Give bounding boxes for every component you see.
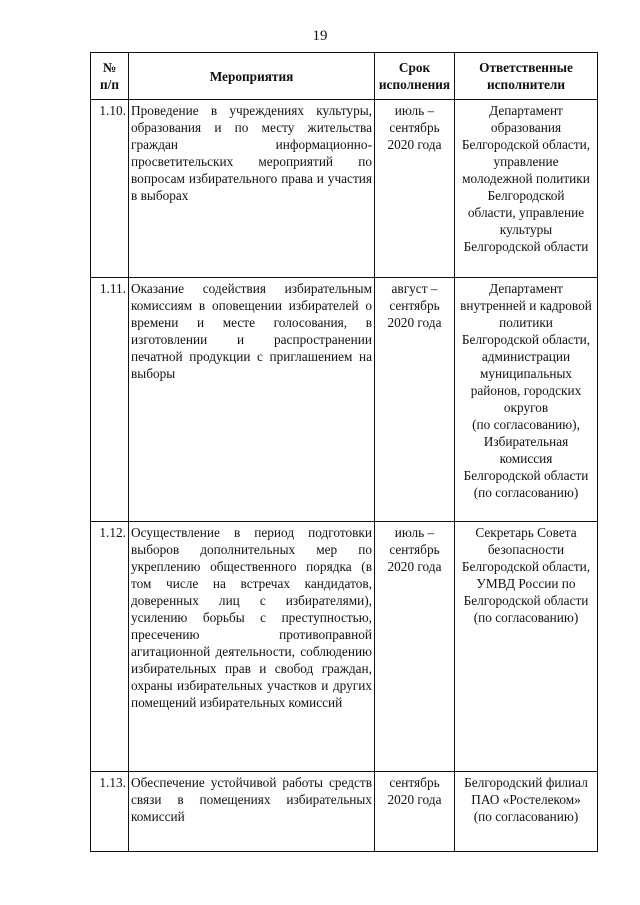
table-body bbox=[91, 100, 598, 852]
activities-table bbox=[90, 52, 598, 852]
table-row bbox=[91, 278, 598, 522]
header-term: Срок исполнения bbox=[375, 53, 455, 100]
row-activity: Обеспечение устойчивой работы средств связи в помещениях избирательных комиссий bbox=[129, 772, 375, 852]
row-number: 1.13. bbox=[91, 772, 129, 852]
row-number: 1.11. bbox=[91, 278, 129, 522]
row-activity: Оказание содействия избирательным комиссиям в оповещении избирателей о времени и месте голосования, в изготовлении и распространении печатной продукции с приглашением на выборы bbox=[129, 278, 375, 522]
row-term: июль – сентябрь 2020 года bbox=[375, 522, 455, 772]
header-activity: Мероприятия bbox=[129, 53, 375, 100]
header-responsible: Ответственные исполнители bbox=[455, 53, 598, 100]
row-responsible: Секретарь Совета безопасности Белгородской области, УМВД России по Белгородской области (по согласованию) bbox=[455, 522, 598, 772]
row-term: июль – сентябрь 2020 года bbox=[375, 100, 455, 278]
page-number: 19 bbox=[312, 28, 328, 44]
table-row bbox=[91, 100, 598, 278]
row-responsible: Департамент образования Белгородской области, управление молодежной политики Белгородской области, управление культуры Белгородской области bbox=[455, 100, 598, 278]
header-number: № п/п bbox=[91, 53, 129, 100]
row-responsible: Департамент внутренней и кадровой политики Белгородской области, администрации муниципальных районов, городских округов (по согласованию), Избирательная комиссия Белгородской области (по согласованию) bbox=[455, 278, 598, 522]
row-term: сентябрь 2020 года bbox=[375, 772, 455, 852]
table-row bbox=[91, 772, 598, 852]
row-number: 1.12. bbox=[91, 522, 129, 772]
table-row bbox=[91, 522, 598, 772]
row-responsible: Белгородский филиал ПАО «Ростелеком» (по согласованию) bbox=[455, 772, 598, 852]
row-number: 1.10. bbox=[91, 100, 129, 278]
header-row bbox=[91, 53, 598, 100]
row-activity: Проведение в учреждениях культуры, образования и по месту жительства граждан информационно-просветительских мероприятий по вопросам избирательного права и участия в выборах bbox=[129, 100, 375, 278]
row-term: август – сентябрь 2020 года bbox=[375, 278, 455, 522]
table-header bbox=[91, 53, 598, 100]
row-activity: Осуществление в период подготовки выборов дополнительных мер по укреплению общественного порядка (в том числе на встречах кандидатов, доверенных лиц с избирателями), усилению борьбы с преступностью, пресечению противоправной агитационной деятельности, соблюдению избирательных прав и свобод граждан, охраны избирательных участков и других помещений избирательных комиссий bbox=[129, 522, 375, 772]
